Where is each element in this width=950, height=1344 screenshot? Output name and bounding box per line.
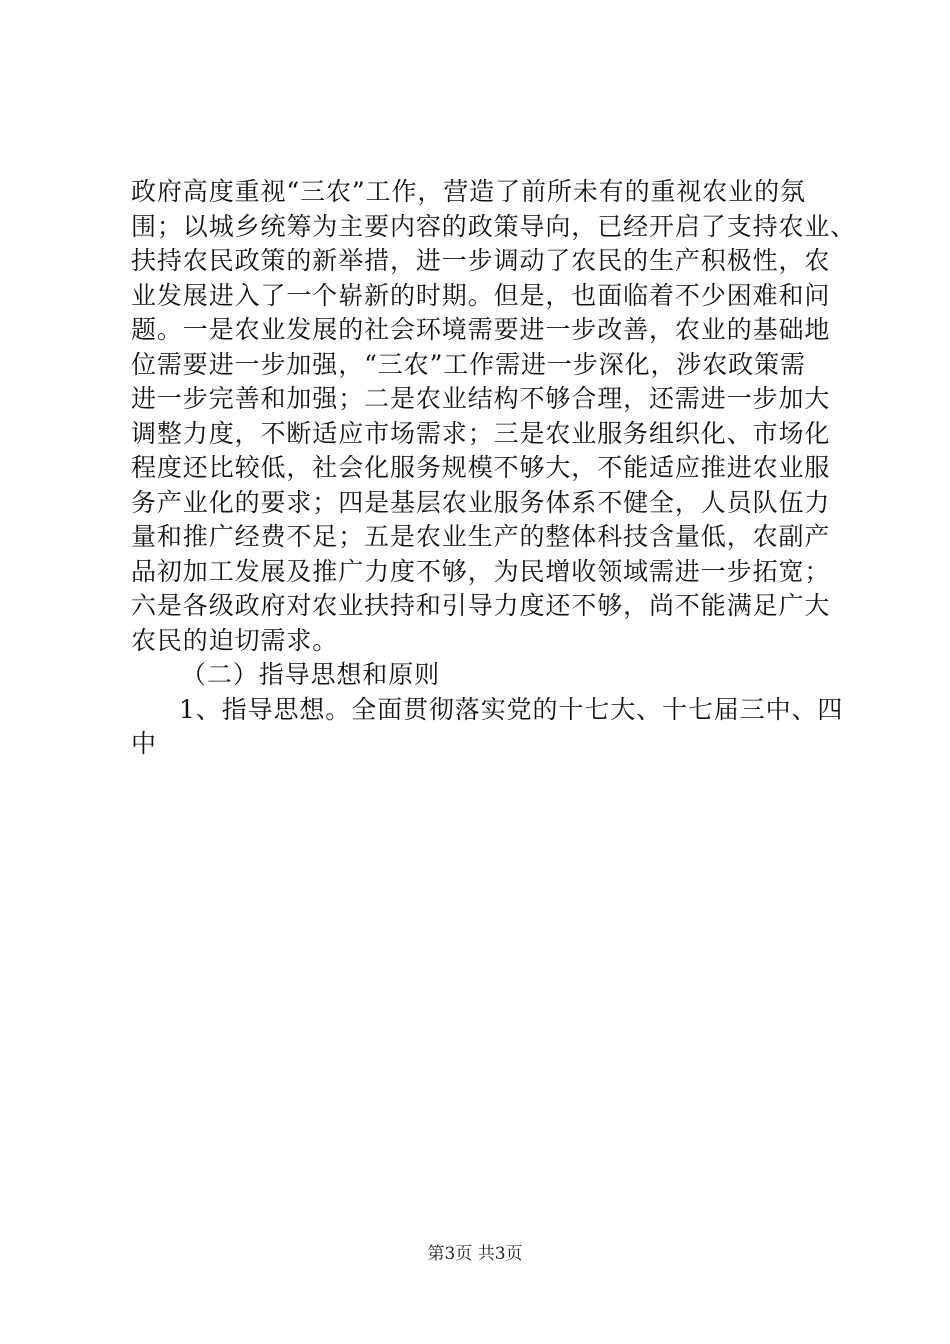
paragraph-line: 务产业化的要求；四是基层农业服务体系不健全，人员队伍力 bbox=[131, 487, 831, 517]
paragraph-line: 位需要进一步加强，“三农”工作需进一步深化，涉农政策需 bbox=[131, 349, 806, 379]
paragraph-line: 量和推广经费不足；五是农业生产的整体科技含量低，农副产 bbox=[131, 522, 831, 551]
paragraph-line: 六是各级政府对农业扶持和引导力度还不够，尚不能满足广大 bbox=[131, 591, 831, 620]
paragraph-line: 业发展进入了一个崭新的时期。但是，也面临着不少困难和问 bbox=[131, 280, 831, 310]
section-heading: （二）指导思想和原则 bbox=[181, 660, 441, 689]
paragraph-line: 政府高度重视“三农”工作，营造了前所未有的重视农业的氛 bbox=[131, 177, 806, 206]
paragraph-line: 程度还比较低，社会化服务规模不够大，不能适应推进农业服 bbox=[131, 453, 831, 482]
page-number-label: 第3页 共3页 bbox=[427, 1244, 523, 1264]
paragraph-line: 中 bbox=[131, 729, 157, 758]
paragraph-line: 进一步完善和加强；二是农业结构不够合理，还需进一步加大 bbox=[131, 384, 831, 413]
paragraph-line: 围；以城乡统筹为主要内容的政策导向，已经开启了支持农业、 bbox=[131, 211, 857, 241]
paragraph-line: 扶持农民政策的新举措，进一步调动了农民的生产积极性，农 bbox=[131, 246, 831, 275]
page-footer bbox=[0, 1242, 950, 1266]
document-body bbox=[131, 175, 857, 762]
paragraph-line: 品初加工发展及推广力度不够，为民增收领域需进一步拓宽； bbox=[131, 556, 831, 586]
paragraph-line: 农民的迫切需求。 bbox=[131, 625, 339, 655]
paragraph-line: 调整力度，不断适应市场需求；三是农业服务组织化、市场化 bbox=[131, 418, 831, 448]
paragraph-line: 1、指导思想。全面贯彻落实党的十七大、十七届三中、四 bbox=[179, 694, 844, 724]
paragraph-line: 题。一是农业发展的社会环境需要进一步改善，农业的基础地 bbox=[131, 315, 831, 344]
